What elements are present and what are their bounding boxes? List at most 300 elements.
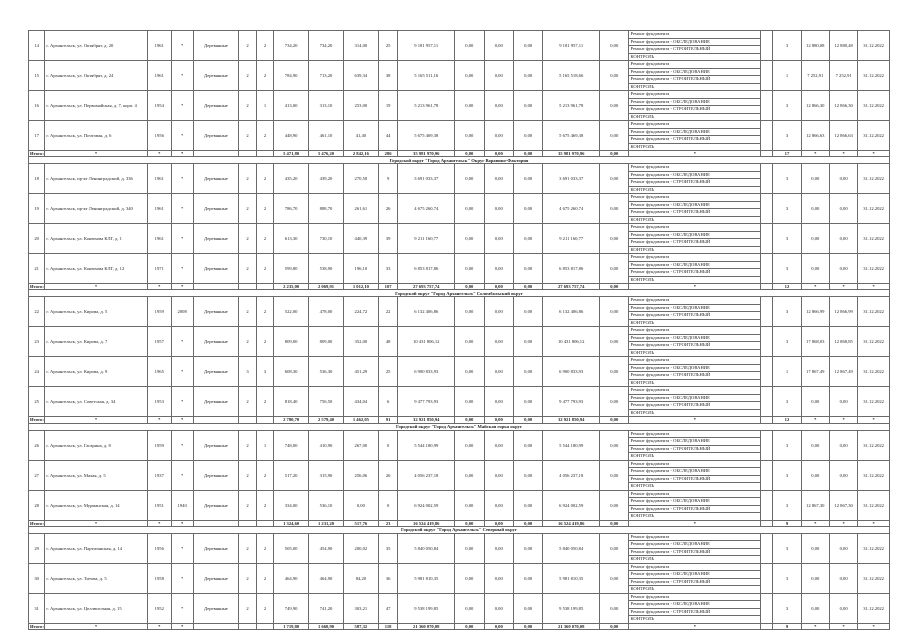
- cell-c2: 0,00: [829, 224, 857, 254]
- work-item: Ремонт фундамента - ОБСЛЕДОВАНИЕ: [629, 601, 760, 609]
- cell-ent: 2: [256, 563, 273, 593]
- total-area3: 1 012,10: [343, 284, 378, 290]
- total-row: [29, 623, 890, 629]
- cell-cnt: 3: [773, 297, 801, 327]
- cell-area: 818,40: [274, 387, 309, 417]
- district-title: Городской округ "Город Архангельск" Округ Варавино-Фактория: [29, 157, 890, 164]
- cell-f3: 0,00: [513, 297, 542, 327]
- work-item: Ремонт фундамента - ОБСЛЕДОВАНИЕ: [629, 232, 760, 240]
- total-s2: *: [147, 284, 171, 290]
- total-cnt: 12: [773, 284, 801, 290]
- cell-n5: 0,00: [600, 490, 629, 520]
- work-item: Ремонт фундамента - ОБСЛЕДОВАНИЕ: [629, 202, 760, 210]
- cell-f1: 0,00: [455, 327, 484, 357]
- total-s5: *: [801, 417, 829, 423]
- cell-n5: 0,00: [600, 533, 629, 563]
- cell-y2: *: [171, 224, 193, 254]
- work-item: Ремонт фундамента - ОБСЛЕДОВАНИЕ: [629, 99, 760, 107]
- cell-res: 9: [378, 164, 398, 194]
- work-item: Ремонт фундамента: [629, 254, 760, 262]
- cell-area3: 314,00: [343, 31, 378, 61]
- cell-n: 22: [29, 297, 45, 327]
- cell-f1: 0,00: [455, 490, 484, 520]
- cell-f1: 0,00: [455, 563, 484, 593]
- cell-c1: 7 252,91: [801, 61, 829, 91]
- table-row: [29, 254, 890, 284]
- total-n5: 0,00: [600, 623, 629, 629]
- cell-c1: 0,00: [801, 254, 829, 284]
- cell-f1: 0,00: [455, 254, 484, 284]
- works-cell: [629, 224, 761, 254]
- table-row: [29, 31, 890, 61]
- cell-addr: г. Архангельск, ул. Конюхова КЛГ, д. 12: [45, 254, 147, 284]
- cell-own: 9 211 160,77: [543, 224, 600, 254]
- table-row: [29, 327, 890, 357]
- work-item: КОНТРОЛЬ: [630, 53, 655, 59]
- cell-mat: Деревянные: [193, 61, 239, 91]
- cell-res: 33: [378, 254, 398, 284]
- cell-area: 734,20: [274, 31, 309, 61]
- cell-date: 31.12.2022: [858, 121, 890, 151]
- cell-cnt: 3: [773, 387, 801, 417]
- cell-n: 18: [29, 164, 45, 194]
- cell-f3: 0,00: [513, 164, 542, 194]
- cell-c2: 0,00: [829, 387, 857, 417]
- work-item: Ремонт фундамента - СТРОИТЕЛЬНЫЙ: [629, 136, 760, 144]
- district-header-row: [29, 157, 890, 164]
- cell-area2: 536,10: [309, 490, 344, 520]
- cell-y1: 1953: [147, 387, 171, 417]
- work-item: Ремонт фундамента: [629, 194, 760, 202]
- work-item: КОНТРОЛЬ: [630, 216, 655, 222]
- cell-own: 5 981 810,35: [543, 563, 600, 593]
- total-area2: 1 660,90: [309, 623, 344, 629]
- cell-y1: 1971: [147, 254, 171, 284]
- cell-area3: 256,06: [343, 460, 378, 490]
- cell-date: 31.12.2022: [858, 297, 890, 327]
- total-f1: 0,00: [455, 151, 484, 157]
- cell-fl: 2: [239, 91, 256, 121]
- total-area2: 2 579,40: [309, 417, 344, 423]
- cell-cnt: 3: [773, 91, 801, 121]
- cell-f2: 0,00: [484, 490, 513, 520]
- cell-n: 20: [29, 224, 45, 254]
- total-res: 107: [378, 284, 398, 290]
- cell-area2: 730,10: [309, 224, 344, 254]
- district-title: Городской округ "Город Архангельск" Северный округ: [29, 526, 890, 533]
- cell-area3: 267,00: [343, 430, 378, 460]
- total-area: 2 780,70: [274, 417, 309, 423]
- total-res: 118: [378, 623, 398, 629]
- work-item: Ремонт фундамента: [629, 224, 760, 232]
- work-item: КОНТРОЛЬ: [630, 556, 655, 562]
- cell-area2: 461,10: [309, 121, 344, 151]
- cell-date: 31.12.2022: [858, 563, 890, 593]
- cell-mat: Деревянные: [193, 593, 239, 623]
- cell-area: 413,00: [274, 91, 309, 121]
- district-title: Городской округ "Город Архангельск" Майская горка округ: [29, 423, 890, 430]
- cell-addr: г. Архангельск, ул. Октябрят, д. 20: [45, 31, 147, 61]
- cell-own: 4 675 260,74: [543, 194, 600, 224]
- total-n5: 0,00: [600, 417, 629, 423]
- cell-mat: Деревянные: [193, 490, 239, 520]
- empty-cell: [761, 430, 773, 460]
- cell-y2: *: [171, 460, 193, 490]
- table-row: [29, 121, 890, 151]
- cell-sum: 5 165 511,16: [398, 61, 455, 91]
- cell-fl: 2: [239, 593, 256, 623]
- cell-cnt: 3: [773, 430, 801, 460]
- total-s3: *: [171, 520, 193, 526]
- total-area3: 517,76: [343, 520, 378, 526]
- cell-f2: 0,00: [484, 164, 513, 194]
- cell-f1: 0,00: [455, 194, 484, 224]
- cell-date: 31.12.2022: [858, 460, 890, 490]
- total-s1: *: [45, 417, 147, 423]
- cell-n5: 0,00: [600, 194, 629, 224]
- work-item: КОНТРОЛЬ: [630, 113, 655, 119]
- total-res: 91: [378, 417, 398, 423]
- cell-y2: *: [171, 254, 193, 284]
- cell-n5: 0,00: [600, 460, 629, 490]
- cell-c2: 0,00: [829, 254, 857, 284]
- cell-f3: 0,00: [513, 327, 542, 357]
- district-header-row: [29, 423, 890, 430]
- cell-ent: 2: [256, 164, 273, 194]
- cell-res: 22: [378, 297, 398, 327]
- cell-c2: 12 868,85: [829, 327, 857, 357]
- total-s7: *: [858, 151, 890, 157]
- cell-y2: *: [171, 164, 193, 194]
- cell-own: 6 132 406,86: [543, 297, 600, 327]
- cell-c1: 0,00: [801, 593, 829, 623]
- cell-fl: 2: [239, 61, 256, 91]
- works-cell: [629, 194, 761, 224]
- cell-c1: 12 880,08: [801, 31, 829, 61]
- cell-cnt: 1: [773, 61, 801, 91]
- total-label: Итого:: [30, 623, 44, 629]
- cell-addr: г. Архангельск, пр-кт Ленинградский, д. 340: [45, 194, 147, 224]
- cell-y1: 1952: [147, 593, 171, 623]
- work-item: Ремонт фундамента: [629, 387, 760, 395]
- cell-sum: 4 675 260,74: [398, 194, 455, 224]
- cell-f3: 0,00: [513, 490, 542, 520]
- cell-c2: 0,00: [829, 460, 857, 490]
- cell-area: 448,90: [274, 121, 309, 151]
- cell-area2: 464,90: [309, 563, 344, 593]
- cell-area3: 270,50: [343, 164, 378, 194]
- district-header-row: [29, 526, 890, 533]
- cell-c2: 12 866,99: [829, 297, 857, 327]
- cell-res: 25: [378, 357, 398, 387]
- cell-f1: 0,00: [455, 121, 484, 151]
- cell-sum: 9 181 957,11: [398, 31, 455, 61]
- cell-own: 9 477 793,93: [543, 387, 600, 417]
- cell-area2: 454,90: [309, 533, 344, 563]
- cell-n: 31: [29, 593, 45, 623]
- work-item: КОНТРОЛЬ: [630, 513, 655, 519]
- cell-f1: 0,00: [455, 61, 484, 91]
- work-item: КОНТРОЛЬ: [630, 586, 655, 592]
- empty-cell: [761, 490, 773, 520]
- cell-n: 25: [29, 387, 45, 417]
- cell-f3: 0,00: [513, 460, 542, 490]
- work-item: Ремонт фундамента: [629, 564, 760, 572]
- cell-f1: 0,00: [455, 430, 484, 460]
- cell-area: 334,00: [274, 490, 309, 520]
- work-item: Ремонт фундамента - ОБСЛЕДОВАНИЕ: [629, 172, 760, 180]
- total-area: 5 471,80: [274, 151, 309, 157]
- work-item: Ремонт фундамента: [629, 357, 760, 365]
- works-cell: [629, 31, 761, 61]
- cell-date: 31.12.2022: [858, 490, 890, 520]
- total-res: 23: [378, 520, 398, 526]
- total-s1: *: [45, 284, 147, 290]
- total-s1: *: [45, 151, 147, 157]
- cell-y2: 1940: [171, 490, 193, 520]
- cell-fl: 2: [239, 194, 256, 224]
- cell-n: 28: [29, 490, 45, 520]
- work-item: Ремонт фундамента - СТРОИТЕЛЬНЫЙ: [629, 106, 760, 114]
- cell-area3: 434,04: [343, 387, 378, 417]
- cell-ent: 2: [256, 327, 273, 357]
- cell-c1: 0,00: [801, 533, 829, 563]
- cell-y2: *: [171, 387, 193, 417]
- work-item: Ремонт фундамента - ОБСЛЕДОВАНИЕ: [629, 69, 760, 77]
- cell-area2: 439,20: [309, 164, 344, 194]
- cell-f3: 0,00: [513, 254, 542, 284]
- cell-sum: 6 853 817,86: [398, 254, 455, 284]
- total-s2: *: [147, 151, 171, 157]
- cell-own: 3 691 033,37: [543, 164, 600, 194]
- cell-n5: 0,00: [600, 327, 629, 357]
- cell-own: 4 056 237,18: [543, 460, 600, 490]
- cell-area: 613,30: [274, 224, 309, 254]
- cell-n5: 0,00: [600, 61, 629, 91]
- cell-mat: Деревянные: [193, 31, 239, 61]
- total-s3: *: [171, 284, 193, 290]
- cell-c2: 12 880,48: [829, 31, 857, 61]
- work-item: КОНТРОЛЬ: [630, 453, 655, 459]
- cell-f2: 0,00: [484, 327, 513, 357]
- cell-sum: 5 981 810,35: [398, 563, 455, 593]
- cell-area2: 313,10: [309, 91, 344, 121]
- cell-c1: 0,00: [801, 387, 829, 417]
- cell-cnt: 3: [773, 121, 801, 151]
- work-item: КОНТРОЛЬ: [630, 349, 655, 355]
- cell-addr: г. Архангельск, ул. Гагарина, д. 8: [45, 430, 147, 460]
- empty-cell: [239, 623, 256, 629]
- cell-f1: 0,00: [455, 297, 484, 327]
- work-item: Ремонт фундамента - ОБСЛЕДОВАНИЕ: [629, 129, 760, 137]
- cell-sum: 5 213 961,78: [398, 91, 455, 121]
- cell-y2: *: [171, 121, 193, 151]
- cell-n: 21: [29, 254, 45, 284]
- cell-area2: 809,00: [309, 327, 344, 357]
- works-cell: [629, 91, 761, 121]
- cell-date: 31.12.2022: [858, 61, 890, 91]
- cell-sum: 5 675 469,38: [398, 121, 455, 151]
- cell-area: 505,00: [274, 533, 309, 563]
- cell-y1: 1959: [147, 297, 171, 327]
- cell-c1: 12 866,99: [801, 297, 829, 327]
- cell-n: 27: [29, 460, 45, 490]
- work-item: Ремонт фундамента: [629, 61, 760, 69]
- cell-date: 31.12.2022: [858, 593, 890, 623]
- total-s7: *: [858, 417, 890, 423]
- table-row: [29, 164, 890, 194]
- work-item: Ремонт фундамента: [629, 121, 760, 129]
- total-s5: *: [801, 623, 829, 629]
- work-item: Ремонт фундамента - СТРОИТЕЛЬНЫЙ: [629, 209, 760, 217]
- table-row: [29, 460, 890, 490]
- work-item: Ремонт фундамента - СТРОИТЕЛЬНЫЙ: [629, 179, 760, 187]
- cell-f3: 0,00: [513, 91, 542, 121]
- cell-y1: 1961: [147, 224, 171, 254]
- cell-c2: 12 866,63: [829, 121, 857, 151]
- cell-n: 30: [29, 563, 45, 593]
- work-item: КОНТРОЛЬ: [630, 276, 655, 282]
- cell-f3: 0,00: [513, 31, 542, 61]
- cell-addr: г. Архангельск, ул. Малая, д. 5: [45, 460, 147, 490]
- works-cell: [629, 563, 761, 593]
- cell-fl: 2: [239, 460, 256, 490]
- total-f3: 0,00: [513, 417, 542, 423]
- total-s5: *: [801, 520, 829, 526]
- cell-ent: 2: [256, 387, 273, 417]
- cell-f2: 0,00: [484, 563, 513, 593]
- work-item: Ремонт фундамента - СТРОИТЕЛЬНЫЙ: [629, 549, 760, 557]
- total-area2: 2 069,91: [309, 284, 344, 290]
- work-item: Ремонт фундамента - СТРОИТЕЛЬНЫЙ: [629, 372, 760, 380]
- cell-f2: 0,00: [484, 254, 513, 284]
- work-item: Ремонт фундамента - ОБСЛЕДОВАНИЕ: [629, 571, 760, 579]
- cell-fl: 2: [239, 563, 256, 593]
- work-item: Ремонт фундамента - СТРОИТЕЛЬНЫЙ: [629, 579, 760, 587]
- table-row: [29, 533, 890, 563]
- work-item: Ремонт фундамента - ОБСЛЕДОВАНИЕ: [629, 541, 760, 549]
- cell-addr: г. Архангельск, ул. Кирова, д. 9: [45, 357, 147, 387]
- cell-ent: 2: [256, 194, 273, 224]
- cell-y1: 1951: [147, 490, 171, 520]
- capital-repair-table-page: [28, 30, 890, 629]
- cell-mat: Деревянные: [193, 460, 239, 490]
- empty-cell: [761, 623, 773, 629]
- cell-y1: 1965: [147, 357, 171, 387]
- total-cnt: 12: [773, 417, 801, 423]
- cell-date: 31.12.2022: [858, 357, 890, 387]
- works-cell: [629, 254, 761, 284]
- cell-f2: 0,00: [484, 593, 513, 623]
- cell-n: 15: [29, 61, 45, 91]
- total-s6: *: [829, 623, 857, 629]
- cell-f1: 0,00: [455, 91, 484, 121]
- cell-y1: 1956: [147, 121, 171, 151]
- total-cnt: 9: [773, 623, 801, 629]
- total-f2: 0,00: [484, 284, 513, 290]
- work-item: Ремонт фундамента - ОБСЛЕДОВАНИЕ: [629, 305, 760, 313]
- cell-f2: 0,00: [484, 61, 513, 91]
- cell-y1: 1961: [147, 31, 171, 61]
- table-body: [29, 31, 890, 630]
- empty-cell: [761, 563, 773, 593]
- cell-area3: 0,00: [343, 490, 378, 520]
- cell-area3: 200,02: [343, 533, 378, 563]
- total-f1: 0,00: [455, 284, 484, 290]
- work-item: Ремонт фундамента - ОБСЛЕДОВАНИЕ: [629, 498, 760, 506]
- cell-y2: *: [171, 593, 193, 623]
- cell-date: 31.12.2022: [858, 91, 890, 121]
- cell-f3: 0,00: [513, 61, 542, 91]
- work-item: Ремонт фундамента - ОБСЛЕДОВАНИЕ: [629, 438, 760, 446]
- cell-area2: 536,30: [309, 357, 344, 387]
- empty-cell: [256, 623, 273, 629]
- cell-area3: 303,21: [343, 593, 378, 623]
- cell-area: 749,90: [274, 593, 309, 623]
- works-cell: [629, 61, 761, 91]
- cell-y2: *: [171, 194, 193, 224]
- empty-cell: [761, 224, 773, 254]
- cell-n5: 0,00: [600, 224, 629, 254]
- cell-ent: 2: [256, 121, 273, 151]
- cell-n5: 0,00: [600, 297, 629, 327]
- cell-c1: 0,00: [801, 164, 829, 194]
- cell-y2: *: [171, 533, 193, 563]
- cell-cnt: 3: [773, 327, 801, 357]
- cell-sum: 10 431 806,12: [398, 327, 455, 357]
- cell-cnt: 1: [773, 357, 801, 387]
- total-sum: 35 981 970,96: [398, 151, 455, 157]
- cell-n5: 0,00: [600, 430, 629, 460]
- cell-c1: 12 866,30: [801, 91, 829, 121]
- cell-n: 19: [29, 194, 45, 224]
- empty-cell: [761, 254, 773, 284]
- cell-y1: 1959: [147, 430, 171, 460]
- work-item: КОНТРОЛЬ: [630, 83, 655, 89]
- cell-res: 35: [378, 533, 398, 563]
- total-own: 32 921 850,94: [543, 417, 600, 423]
- cell-addr: г. Архангельск, ул. Мурманская, д. 14: [45, 490, 147, 520]
- cell-fl: 2: [239, 224, 256, 254]
- works-cell: [629, 533, 761, 563]
- cell-res: 25: [378, 31, 398, 61]
- empty-cell: [761, 460, 773, 490]
- cell-sum: 6 900 833,93: [398, 357, 455, 387]
- work-item: Ремонт фундамента - СТРОИТЕЛЬНЫЙ: [629, 609, 760, 617]
- cell-date: 31.12.2022: [858, 224, 890, 254]
- cell-c1: 17 867,49: [801, 357, 829, 387]
- cell-f3: 0,00: [513, 224, 542, 254]
- cell-f3: 0,00: [513, 357, 542, 387]
- total-own: 35 981 970,96: [543, 151, 600, 157]
- cell-n: 16: [29, 91, 45, 121]
- cell-mat: Деревянные: [193, 194, 239, 224]
- cell-y1: 1961: [147, 194, 171, 224]
- works-cell: [629, 387, 761, 417]
- cell-mat: Деревянные: [193, 430, 239, 460]
- cell-ent: 2: [256, 224, 273, 254]
- cell-fl: 2: [239, 327, 256, 357]
- work-item: Ремонт фундамента - ОБСЛЕДОВАНИЕ: [629, 39, 760, 47]
- cell-f2: 0,00: [484, 194, 513, 224]
- table-row: [29, 387, 890, 417]
- cell-f2: 0,00: [484, 297, 513, 327]
- cell-area3: 639,34: [343, 61, 378, 91]
- total-area2: 1 231,20: [309, 520, 344, 526]
- cell-res: 39: [378, 224, 398, 254]
- cell-addr: г. Архангельск, ул. Кирова, д. 5: [45, 297, 147, 327]
- total-s2: *: [147, 520, 171, 526]
